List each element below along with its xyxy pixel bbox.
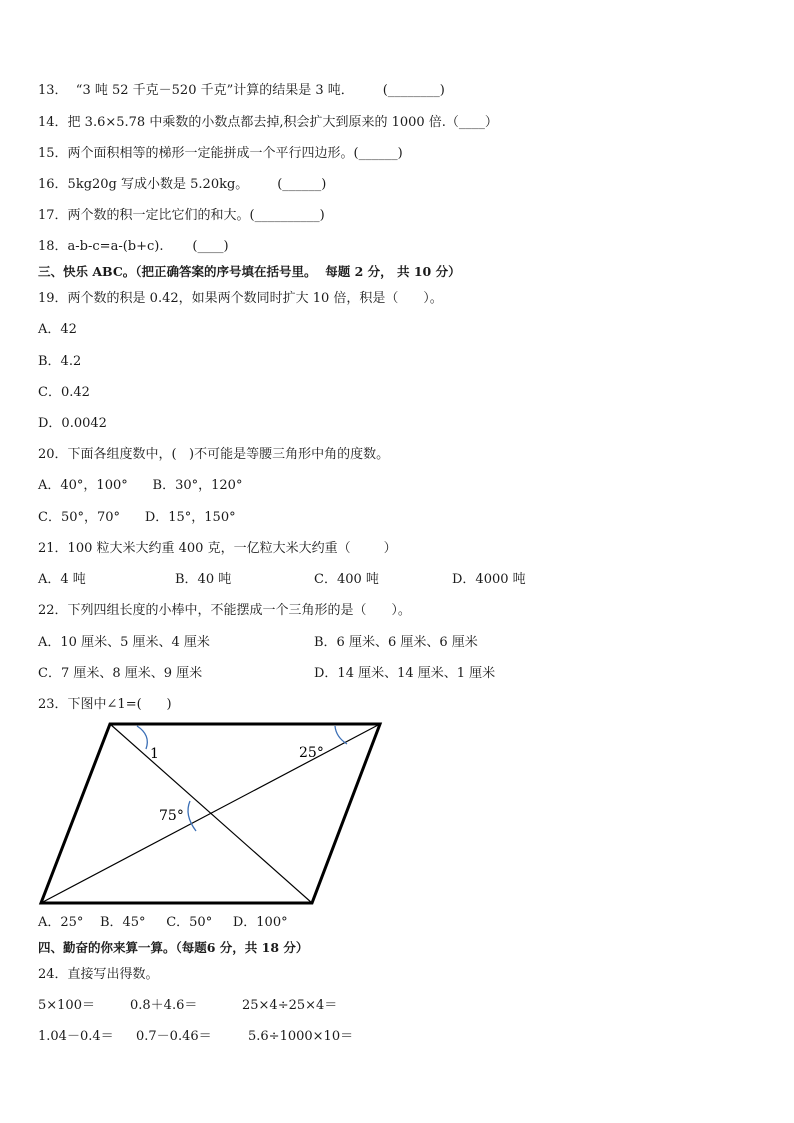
angle-25-label: 25° <box>299 745 324 761</box>
question-19-option-b: B．4.2 <box>38 354 82 369</box>
calc-item: 5×100＝ <box>38 998 95 1013</box>
question-22-option-a: A．10 厘米、5 厘米、4 厘米 <box>38 635 210 650</box>
question-21-option-b: B．40 吨 <box>175 572 232 587</box>
angle-75-label: 75° <box>159 808 184 824</box>
question-21-option-a: A．4 吨 <box>38 572 86 587</box>
question-21-option-d: D．4000 吨 <box>452 572 526 587</box>
question-21-option-c: C．400 吨 <box>314 572 379 587</box>
question-20-stem: 20．下面各组度数中，( )不可能是等腰三角形中角的度数。 <box>38 447 390 462</box>
question-14: 14．把 3.6×5.78 中乘数的小数点都去掉,积会扩大到原来的 1000 倍.（____） <box>38 115 498 130</box>
question-22-stem: 22．下列四组长度的小棒中，不能摆成一个三角形的是（ ）。 <box>38 603 411 618</box>
diagonal-2 <box>41 724 380 903</box>
angle-1-arc <box>137 726 147 749</box>
section-4-heading: 四、勤奋的你来算一算。（每题6 分，共 18 分） <box>38 940 309 955</box>
question-19-option-a: A．42 <box>38 322 77 337</box>
question-18: 18．a-b-c=a-(b+c). (____) <box>38 239 229 254</box>
question-20-options-cd: C．50°，70° D．15°，150° <box>38 510 236 525</box>
question-22-option-c: C．7 厘米、8 厘米、9 厘米 <box>38 666 203 681</box>
section-3-heading: 三、快乐 ABC。（把正确答案的序号填在括号里。 每题 2 分， 共 10 分） <box>38 264 461 279</box>
question-19-option-c: C．0.42 <box>38 385 90 400</box>
question-20-options-ab: A．40°，100° B．30°，120° <box>38 478 243 493</box>
question-21-stem: 21．100 粒大米大约重 400 克，一亿粒大米大约重（ ） <box>38 541 397 556</box>
calc-item: 5.6÷1000×10＝ <box>248 1029 354 1044</box>
angle-25-arc <box>335 726 347 744</box>
angle-1-label: 1 <box>150 746 159 762</box>
question-16: 16．5kg20g 写成小数是 5.20kg。 (______) <box>38 177 327 192</box>
question-23-options: A．25° B．45° C．50° D．100° <box>38 915 288 930</box>
calc-item: 0.8＋4.6＝ <box>130 998 198 1013</box>
question-13: 13． “3 吨 52 千克－520 千克”计算的结果是 3 吨． (________) <box>38 83 445 98</box>
question-19-option-d: D．0.0042 <box>38 416 107 431</box>
question-15: 15．两个面积相等的梯形一定能拼成一个平行四边形。(______) <box>38 146 403 161</box>
calc-item: 25×4÷25×4＝ <box>242 998 338 1013</box>
question-17: 17．两个数的积一定比它们的和大。(__________) <box>38 208 325 223</box>
question-22-option-d: D．14 厘米、14 厘米、1 厘米 <box>314 666 496 681</box>
angle-75-arc <box>188 801 196 831</box>
question-19-stem: 19．两个数的积是 0.42，如果两个数同时扩大 10 倍，积是（ ）。 <box>38 291 443 306</box>
question-23-stem: 23．下图中∠1=( ) <box>38 697 172 712</box>
question-22-option-b: B．6 厘米、6 厘米、6 厘米 <box>314 635 478 650</box>
calc-item: 1.04－0.4＝ <box>38 1029 114 1044</box>
calc-item: 0.7－0.46＝ <box>136 1029 212 1044</box>
question-24-stem: 24．直接写出得数。 <box>38 967 159 982</box>
